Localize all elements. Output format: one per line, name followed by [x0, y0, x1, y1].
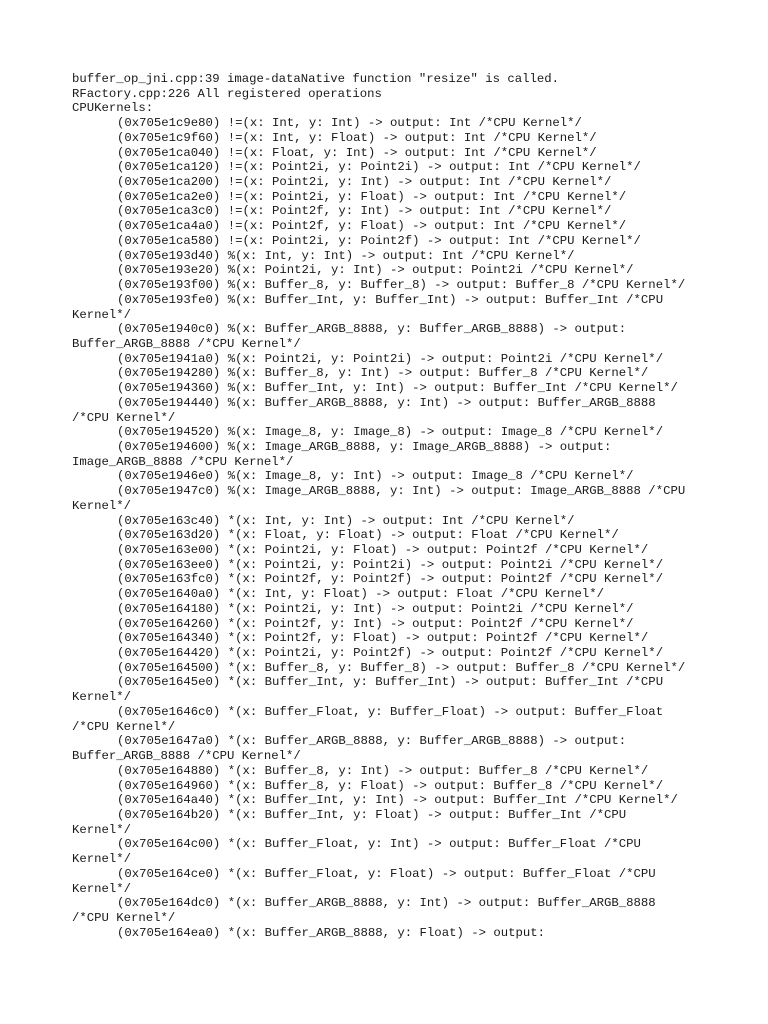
log-line: Kernel*/ [72, 881, 132, 896]
log-entry-line: (0x705e1647a0) *(x: Buffer_ARGB_8888, y: Buffer_ARGB_8888) -> output: [117, 734, 627, 749]
log-line: Kernel*/ [72, 690, 132, 705]
log-entry-line: (0x705e164420) *(x: Point2i, y: Point2f) -> output: Point2f /*CPU Kernel*/ [117, 646, 664, 661]
log-entry-line: (0x705e164960) *(x: Buffer_8, y: Float) -> output: Buffer_8 /*CPU Kernel*/ [117, 778, 664, 793]
log-entry-line: (0x705e163fc0) *(x: Point2f, y: Point2f) -> output: Point2f /*CPU Kernel*/ [117, 572, 664, 587]
log-entry-line: (0x705e1ca040) !=(x: Float, y: Int) -> output: Int /*CPU Kernel*/ [117, 145, 597, 160]
log-line: buffer_op_jni.cpp:39 image-dataNative function "resize" is called. [72, 72, 560, 86]
log-entry-line: (0x705e164180) *(x: Point2i, y: Int) -> output: Point2i /*CPU Kernel*/ [117, 601, 634, 616]
log-entry-line: (0x705e163e00) *(x: Point2i, y: Float) -> output: Point2f /*CPU Kernel*/ [117, 543, 649, 557]
log-document [72, 72, 712, 940]
log-entry-line: (0x705e164c00) *(x: Buffer_Float, y: Int) -> output: Buffer_Float /*CPU [117, 837, 641, 852]
log-entry-line: (0x705e1ca3c0) !=(x: Point2f, y: Int) -> output: Int /*CPU Kernel*/ [117, 204, 612, 219]
log-entry-line: (0x705e1947c0) %(x: Image_ARGB_8888, y: Int) -> output: Image_ARGB_8888 /*CPU [117, 484, 686, 499]
log-entry-line: (0x705e193e20) %(x: Point2i, y: Int) -> output: Point2i /*CPU Kernel*/ [117, 263, 634, 278]
log-line: /*CPU Kernel*/ [72, 719, 176, 734]
log-entry-line: (0x705e1ca580) !=(x: Point2i, y: Point2f) -> output: Int /*CPU Kernel*/ [117, 233, 641, 248]
log-entry-line: (0x705e163ee0) *(x: Point2i, y: Point2i) -> output: Point2i /*CPU Kernel*/ [117, 557, 664, 572]
log-line: Kernel*/ [72, 498, 132, 513]
log-entry-line: (0x705e1ca4a0) !=(x: Point2f, y: Float) -> output: Int /*CPU Kernel*/ [117, 219, 627, 234]
log-line: RFactory.cpp:226 All registered operations [72, 86, 382, 101]
log-entry-line: (0x705e1646c0) *(x: Buffer_Float, y: Buffer_Float) -> output: Buffer_Float [117, 704, 664, 719]
log-entry-line: (0x705e163c40) *(x: Int, y: Int) -> output: Int /*CPU Kernel*/ [117, 513, 575, 528]
log-entry-line: (0x705e164ce0) *(x: Buffer_Float, y: Float) -> output: Buffer_Float /*CPU [117, 866, 656, 881]
log-entry-line: (0x705e164b20) *(x: Buffer_Int, y: Float) -> output: Buffer_Int /*CPU [117, 807, 627, 822]
log-line: /*CPU Kernel*/ [72, 410, 176, 425]
log-entry-line: (0x705e194600) %(x: Image_ARGB_8888, y: Image_ARGB_8888) -> output: [117, 439, 612, 454]
log-entry-line: (0x705e164260) *(x: Point2f, y: Int) -> output: Point2f /*CPU Kernel*/ [117, 616, 634, 631]
log-entry-line: (0x705e164340) *(x: Point2f, y: Float) -> output: Point2f /*CPU Kernel*/ [117, 631, 649, 646]
log-entry-line: (0x705e1940c0) %(x: Buffer_ARGB_8888, y: Buffer_ARGB_8888) -> output: [117, 322, 627, 337]
log-entry-line: (0x705e1946e0) %(x: Image_8, y: Int) -> output: Image_8 /*CPU Kernel*/ [117, 469, 634, 484]
log-entry-line: (0x705e193f00) %(x: Buffer_8, y: Buffer_8) -> output: Buffer_8 /*CPU Kernel*/ [117, 278, 686, 293]
log-entry-line: (0x705e194280) %(x: Buffer_8, y: Int) -> output: Buffer_8 /*CPU Kernel*/ [117, 366, 649, 381]
log-line: CPUKernels: [72, 101, 154, 116]
log-entry-line: (0x705e1640a0) *(x: Int, y: Float) -> output: Float /*CPU Kernel*/ [117, 587, 605, 602]
log-entry-line: (0x705e1ca200) !=(x: Point2i, y: Int) -> output: Int /*CPU Kernel*/ [117, 175, 612, 190]
log-entry-line: (0x705e193fe0) %(x: Buffer_Int, y: Buffer_Int) -> output: Buffer_Int /*CPU [117, 292, 664, 307]
log-line: Image_ARGB_8888 /*CPU Kernel*/ [72, 454, 294, 469]
log-line: Kernel*/ [72, 852, 132, 867]
log-entry-line: (0x705e164ea0) *(x: Buffer_ARGB_8888, y: Float) -> output: [117, 925, 546, 940]
log-line: Buffer_ARGB_8888 /*CPU Kernel*/ [72, 749, 301, 764]
log-entry-line: (0x705e164500) *(x: Buffer_8, y: Buffer_8) -> output: Buffer_8 /*CPU Kernel*/ [117, 660, 686, 675]
log-entry-line: (0x705e164a40) *(x: Buffer_Int, y: Int) -> output: Buffer_Int /*CPU Kernel*/ [117, 793, 678, 808]
log-line: /*CPU Kernel*/ [72, 910, 176, 925]
log-entry-line: (0x705e1c9e80) !=(x: Int, y: Int) -> output: Int /*CPU Kernel*/ [117, 116, 582, 131]
log-entry-line: (0x705e193d40) %(x: Int, y: Int) -> output: Int /*CPU Kernel*/ [117, 248, 575, 263]
log-entry-line: (0x705e1941a0) %(x: Point2i, y: Point2i) -> output: Point2i /*CPU Kernel*/ [117, 351, 664, 366]
log-entry-line: (0x705e1645e0) *(x: Buffer_Int, y: Buffer_Int) -> output: Buffer_Int /*CPU [117, 675, 664, 690]
log-entry-line: (0x705e164dc0) *(x: Buffer_ARGB_8888, y: Int) -> output: Buffer_ARGB_8888 [117, 896, 656, 911]
log-entry-line: (0x705e194520) %(x: Image_8, y: Image_8) -> output: Image_8 /*CPU Kernel*/ [117, 425, 664, 440]
log-entry-line: (0x705e163d20) *(x: Float, y: Float) -> output: Float /*CPU Kernel*/ [117, 528, 619, 543]
log-line: Kernel*/ [72, 822, 132, 837]
log-line: Buffer_ARGB_8888 /*CPU Kernel*/ [72, 336, 301, 351]
log-entry-line: (0x705e1ca120) !=(x: Point2i, y: Point2i) -> output: Int /*CPU Kernel*/ [117, 160, 641, 175]
log-entry-line: (0x705e164880) *(x: Buffer_8, y: Int) -> output: Buffer_8 /*CPU Kernel*/ [117, 763, 649, 778]
log-entry-line: (0x705e1ca2e0) !=(x: Point2i, y: Float) -> output: Int /*CPU Kernel*/ [117, 189, 627, 204]
log-entry-line: (0x705e194360) %(x: Buffer_Int, y: Int) -> output: Buffer_Int /*CPU Kernel*/ [117, 381, 678, 396]
log-entry-line: (0x705e194440) %(x: Buffer_ARGB_8888, y: Int) -> output: Buffer_ARGB_8888 [117, 395, 656, 410]
log-entry-line: (0x705e1c9f60) !=(x: Int, y: Float) -> output: Int /*CPU Kernel*/ [117, 130, 597, 145]
log-line: Kernel*/ [72, 307, 132, 322]
